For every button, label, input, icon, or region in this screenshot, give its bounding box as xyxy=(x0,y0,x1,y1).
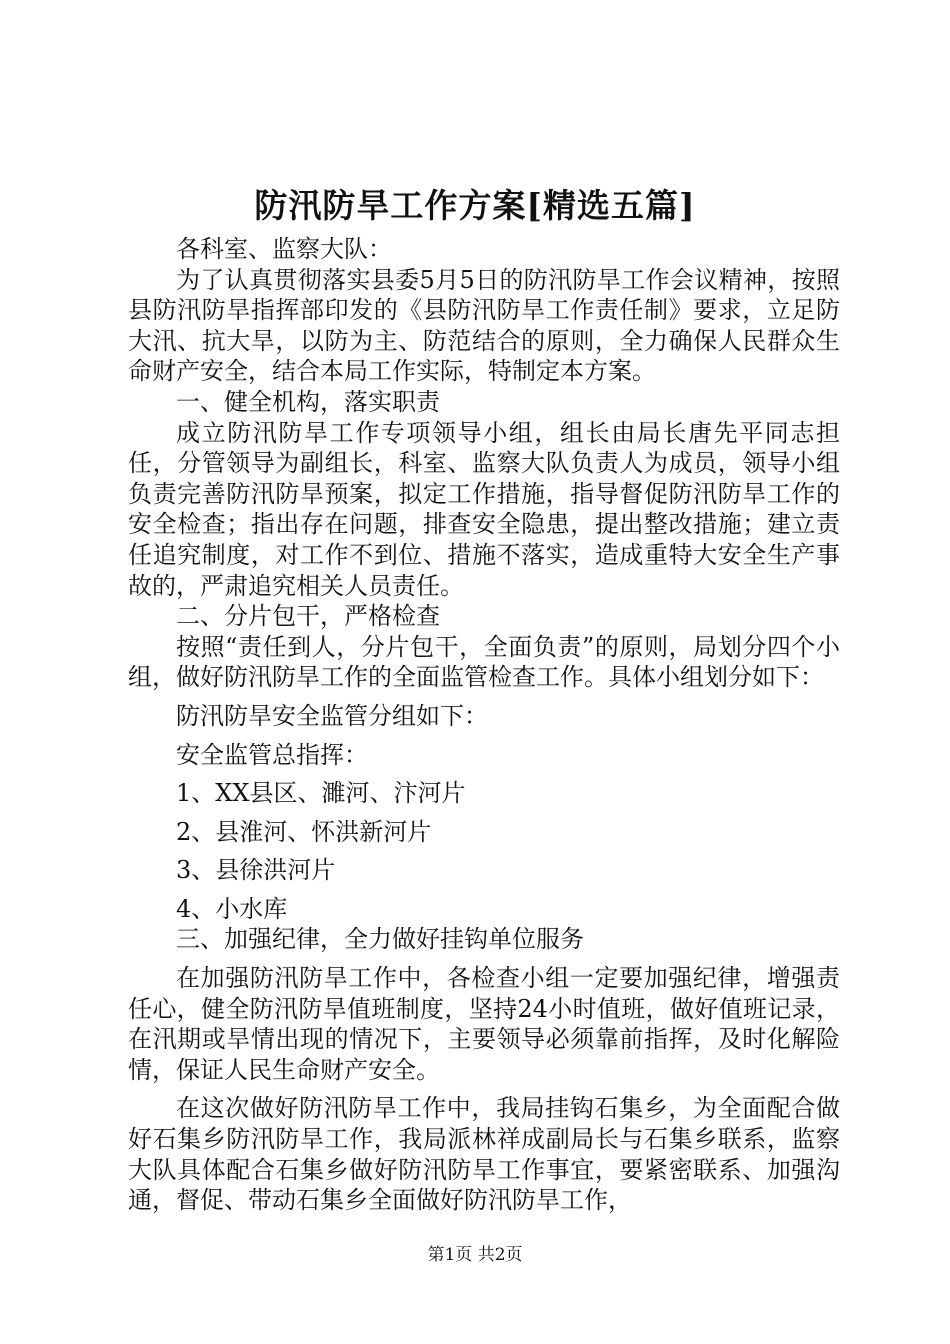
paragraph-group-intro: 防汛防旱安全监管分组如下： xyxy=(176,701,488,730)
list-item: 2、县淮河、怀洪新河片 xyxy=(176,817,432,846)
list-item: 3、县徐洪河片 xyxy=(176,856,336,885)
page-footer: 第1页 共2页 xyxy=(427,1245,523,1265)
paragraph-section-1: 成立防汛防旱工作专项领导小组，组长由局长唐先平同志担任，分管领导为副组长，科室、监察大队负责人为成员，领导小组负责完善防汛防旱预案，拟定工作措施，指导督促防汛防旱工作的安全检查；指出存在问题，排查安全隐患，提出整改措施；建立责任追究制度，对工作不到位、措施不落实，造成重特大安全生产事故的，严肃追究相关人员责任。 xyxy=(128,418,840,600)
section-heading-1: 一、健全机构，落实职责 xyxy=(176,387,440,416)
section-heading-2: 二、分片包干，严格检查 xyxy=(176,602,440,631)
paragraph-salutation: 各科室、监察大队： xyxy=(176,235,392,263)
list-item: 1、XX县区、濉河、汴河片 xyxy=(176,779,466,808)
list-item: 4、小水库 xyxy=(176,894,288,923)
paragraph-commander: 安全监管总指挥： xyxy=(176,740,368,769)
paragraph-section-3b: 在这次做好防汛防旱工作中，我局挂钩石集乡，为全面配合做好石集乡防汛防旱工作，我局派林祥成副局长与石集乡联系，监察大队具体配合石集乡做好防汛防旱工作事宜，要紧密联系、加强沟通，督促、带动石集乡全面做好防汛防旱工作， xyxy=(128,1094,840,1215)
paragraph-intro: 为了认真贯彻落实县委5月5日的防汛防旱工作会议精神，按照县防汛防旱指挥部印发的《县防汛防旱工作责任制》要求，立足防大汛、抗大旱，以防为主、防范结合的原则，全力确保人民群众生命财产安全，结合本局工作实际，特制定本方案。 xyxy=(128,265,840,386)
section-heading-3: 三、加强纪律，全力做好挂钩单位服务 xyxy=(176,925,584,954)
paragraph-section-3a: 在加强防汛防旱工作中，各检查小组一定要加强纪律，增强责任心，健全防汛防旱值班制度，坚持24小时值班，做好值班记录，在汛期或旱情出现的情况下，主要领导必须靠前指挥，及时化解险情，保证人民生命财产安全。 xyxy=(128,964,840,1084)
paragraph-section-2: 按照“责任到人，分片包干，全面负责”的原则，局划分四个小组，做好防汛防旱工作的全面监管检查工作。具体小组划分如下： xyxy=(128,632,840,692)
document-body xyxy=(128,234,840,1216)
document-title: 防汛防旱工作方案[精选五篇] xyxy=(254,186,696,225)
